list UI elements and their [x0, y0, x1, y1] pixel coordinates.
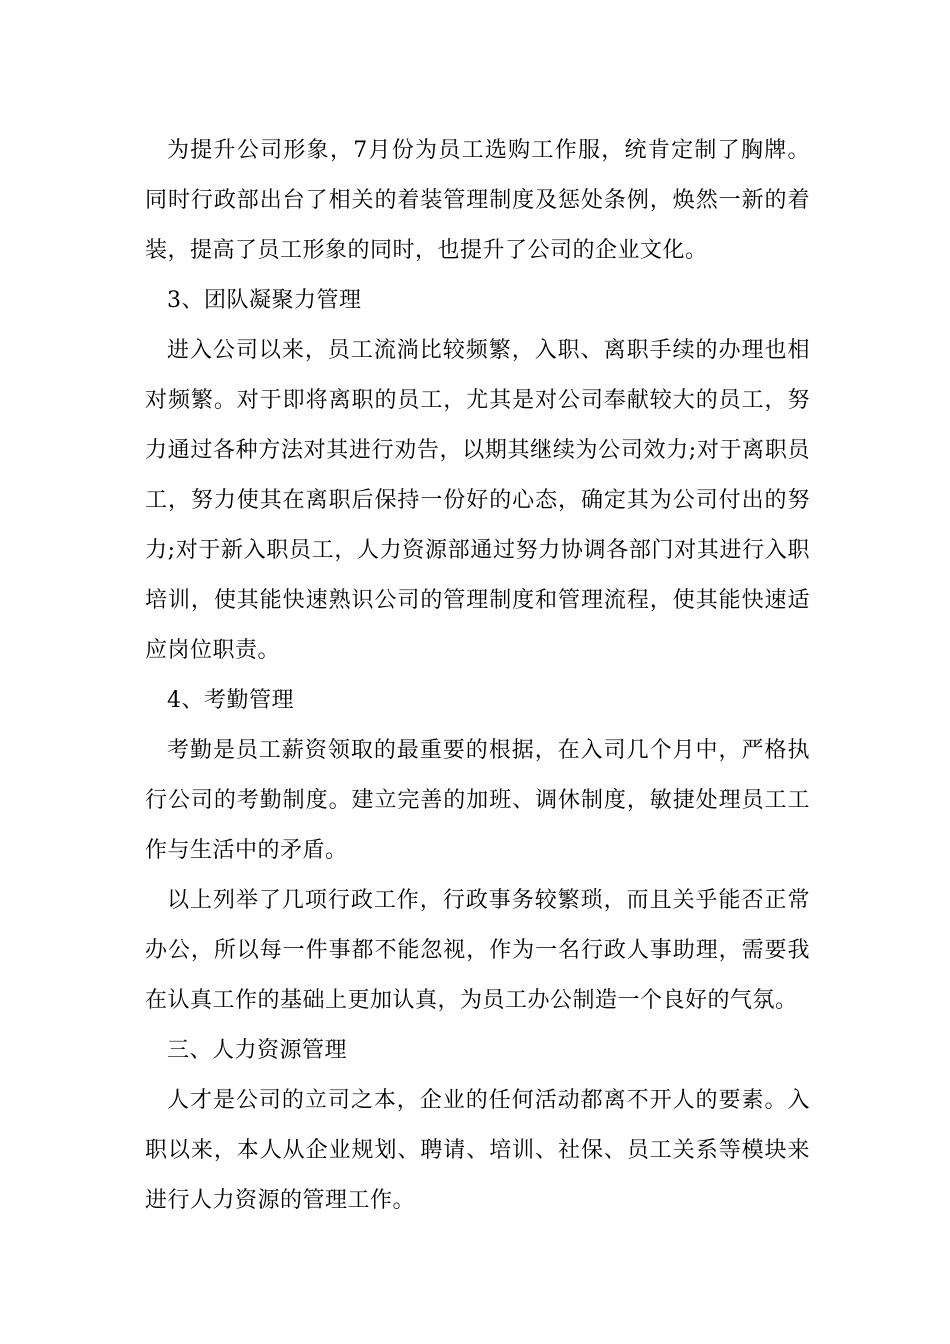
paragraph-admin-summary: 以上列举了几项行政工作，行政事务较繁琐，而且关乎能否正常办公，所以每一件事都不能忽视，作为一名行政人事助理，需要我在认真工作的基础上更加认真，为员工办公制造一个良好的气氛。 [145, 888, 810, 1013]
document-body [145, 126, 810, 1226]
paragraph-hr-management: 人才是公司的立司之本，企业的任何活动都离不开人的要素。入职以来，本人从企业规划、聘请、培训、社保、员工关系等模块来进行人力资源的管理工作。 [145, 1088, 810, 1213]
paragraph-attendance: 考勤是员工薪资领取的最重要的根据，在入司几个月中，严格执行公司的考勤制度。建立完善的加班、调休制度，敏捷处理员工工作与生活中的矛盾。 [145, 738, 810, 863]
heading-team-cohesion: 3、团队凝聚力管理 [167, 288, 362, 313]
heading-attendance: 4、考勤管理 [167, 688, 294, 713]
paragraph-uniform: 为提升公司形象，7月份为员工选购工作服，统肯定制了胸牌。同时行政部出台了相关的着装管理制度及惩处条例，焕然一新的着装，提高了员工形象的同时，也提升了公司的企业文化。 [145, 138, 810, 263]
heading-hr-management: 三、人力资源管理 [167, 1038, 348, 1063]
paragraph-team-cohesion: 进入公司以来，员工流淌比较频繁，入职、离职手续的办理也相对频繁。对于即将离职的员工，尤其是对公司奉献较大的员工，努力通过各种方法对其进行劝告，以期其继续为公司效力;对于离职员工，努力使其在离职后保持一份好的心态，确定其为公司付出的努力;对于新入职员工，人力资源部通过努力协调各部门对其进行入职培训，使其能快速熟识公司的管理制度和管理流程，使其能快速适应岗位职责。 [145, 338, 810, 663]
